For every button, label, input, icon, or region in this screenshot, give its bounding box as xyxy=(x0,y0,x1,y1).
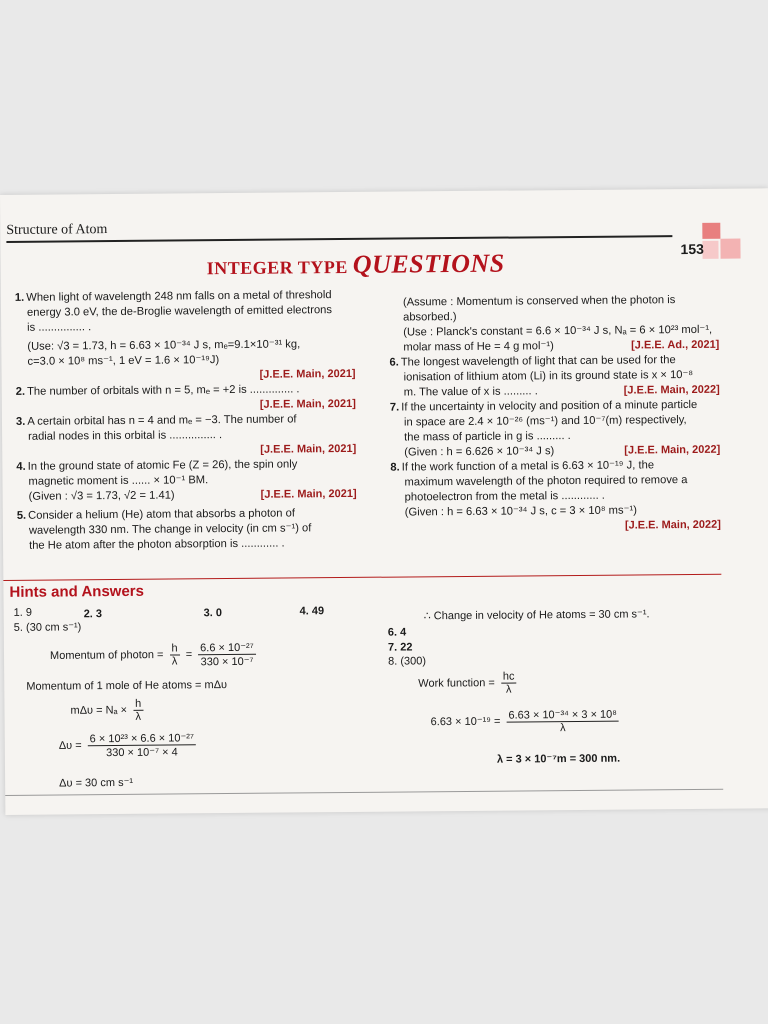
question-5: 5. Consider a helium (He) atom that absorbs a photon of wavelength 330 nm. The change in velocity (in cm s⁻¹) of the He atom after the photon absorption is ............ . xyxy=(16,507,312,552)
question-ref: [J.E.E. Ad., 2021] xyxy=(631,338,720,352)
answer-5: 5. (30 cm s⁻¹) xyxy=(13,621,82,634)
page-number: 153 xyxy=(680,240,704,258)
question-ref: [J.E.E. Main, 2021] xyxy=(259,367,356,381)
corner-decoration xyxy=(720,239,740,259)
answer-7: 7. 22 xyxy=(387,641,413,654)
answer-1: 1. 9 xyxy=(13,606,33,619)
hints-title: Hints and Answers xyxy=(9,582,145,601)
momentum-photon: Momentum of photon = $\frac{h}{\lambda}$ = $\frac{\text{6.6 × 10⁻²⁷}}{\text{330 × 10⁻⁷}}$ xyxy=(50,641,259,670)
answer-3: 3. 0 xyxy=(203,607,223,620)
change-velocity: ∴ Change in velocity of He atoms = 30 cm s⁻¹. xyxy=(423,608,650,623)
question-8: 8. If the work function of a metal is 6.63 × 10⁻¹⁹ J, the maximum wavelength of the photon required to remove a photoelectron from the metal is ............ . (Given : h = 6.63 × 10⁻³⁴ J s, c = 3 × 10⁸ ms⁻¹) [J.E.E. Main, 2022] xyxy=(390,458,721,536)
question-ref: [J.E.E. Main, 2022] xyxy=(623,383,720,397)
answer-6: 6. 4 xyxy=(387,626,407,639)
question-3: 3. A certain orbital has n = 4 and mₑ = −3. The number of radial nodes in this orbital is ............... . [J.E.E. Main, 2021] xyxy=(16,412,356,460)
mole-momentum: Momentum of 1 mole of He atoms = mΔυ xyxy=(26,679,228,693)
hints-divider xyxy=(3,574,721,581)
title-part2: QUESTIONS xyxy=(352,248,505,279)
lambda-result: λ = 3 × 10⁻⁷m = 300 nm. xyxy=(496,752,621,766)
dv-equation: Δυ = $\frac{\text{6 × 10²³ × 6.6 × 10⁻²⁷}}{\text{330 × 10⁻⁷ × 4}}$ xyxy=(59,731,199,759)
chapter-title: Structure of Atom xyxy=(6,222,108,238)
left-column xyxy=(15,288,357,554)
question-5-continued: (Assume : Momentum is conserved when the photon is absorbed.) (Use : Planck's constant = 6.6 × 10⁻³⁴ J s, Nₐ = 6 × 10²³ mol⁻¹, molar mass of He = 4 g mol⁻¹) [J.E.E. Ad., 2021] xyxy=(402,294,720,354)
bottom-rule xyxy=(5,789,723,796)
answer-2: 2. 3 xyxy=(83,608,103,621)
book-page xyxy=(0,188,768,815)
question-ref: [J.E.E. Main, 2022] xyxy=(624,443,721,457)
mdv-equation: mΔυ = Nₐ × $\frac{h}{\lambda}$ xyxy=(70,698,146,724)
question-6: 6. The longest wavelength of light that can be used for the ionisation of lithium atom (Li) in its ground state is x × 10⁻⁸ m. The value of x is ......... . [J.E.E. Main, 2022] xyxy=(389,354,720,399)
question-1: 1. When light of wavelength 248 nm falls on a metal of threshold energy 3.0 eV, the de-Broglie wavelength of emitted electrons is ............... . (Use: √3 = 1.73, h = 6.63 × 10⁻³⁴ J s, mₑ=9.1×10⁻³¹ kg, c=3.0 × 10⁸ ms⁻¹, 1 eV = 1.6 × 10⁻¹⁹J) [J.E.E. Main, 2021] xyxy=(15,288,356,385)
right-column xyxy=(389,293,721,536)
corner-decoration xyxy=(702,241,718,259)
question-ref: [J.E.E. Main, 2021] xyxy=(259,397,356,411)
question-ref: [J.E.E. Main, 2021] xyxy=(260,487,357,501)
question-2: 2. The number of orbitals with n = 5, mₑ = +2 is .............. . [J.E.E. Main, 2021] xyxy=(16,382,356,415)
answer-8: 8. (300) xyxy=(388,655,427,668)
section-title xyxy=(206,249,504,282)
question-4: 4. In the ground state of atomic Fe (Z = 26), the spin only magnetic moment is ...... × 10⁻¹ BM. (Given : √3 = 1.73, √2 = 1.41) [J.E.E. Main, 2021] xyxy=(16,458,357,503)
title-part1: INTEGER TYPE xyxy=(206,256,353,279)
work-function: Work function = $\frac{hc}{\lambda}$ xyxy=(418,670,519,696)
dv-result: Δυ = 30 cm s⁻¹ xyxy=(59,776,134,790)
question-ref: [J.E.E. Main, 2022] xyxy=(624,518,721,532)
question-7: 7. If the uncertainty in velocity and position of a minute particle in space are 2.4 × 10⁻²⁶ (ms⁻¹) and 10⁻⁷(m) respectively, the mass of particle in g is ......... . (Given : h = 6.626 × 10⁻³⁴ J s) [J.E.E. Main, 2022] xyxy=(389,398,721,459)
wf-equation: 6.63 × 10⁻¹⁹ = $\frac{\text{6.63 × 10⁻³⁴ × 3 × 10⁸}}{\lambda}$ xyxy=(431,708,623,736)
corner-decoration xyxy=(702,223,720,239)
question-ref: [J.E.E. Main, 2021] xyxy=(260,442,357,456)
answer-4: 4. 49 xyxy=(299,605,325,618)
